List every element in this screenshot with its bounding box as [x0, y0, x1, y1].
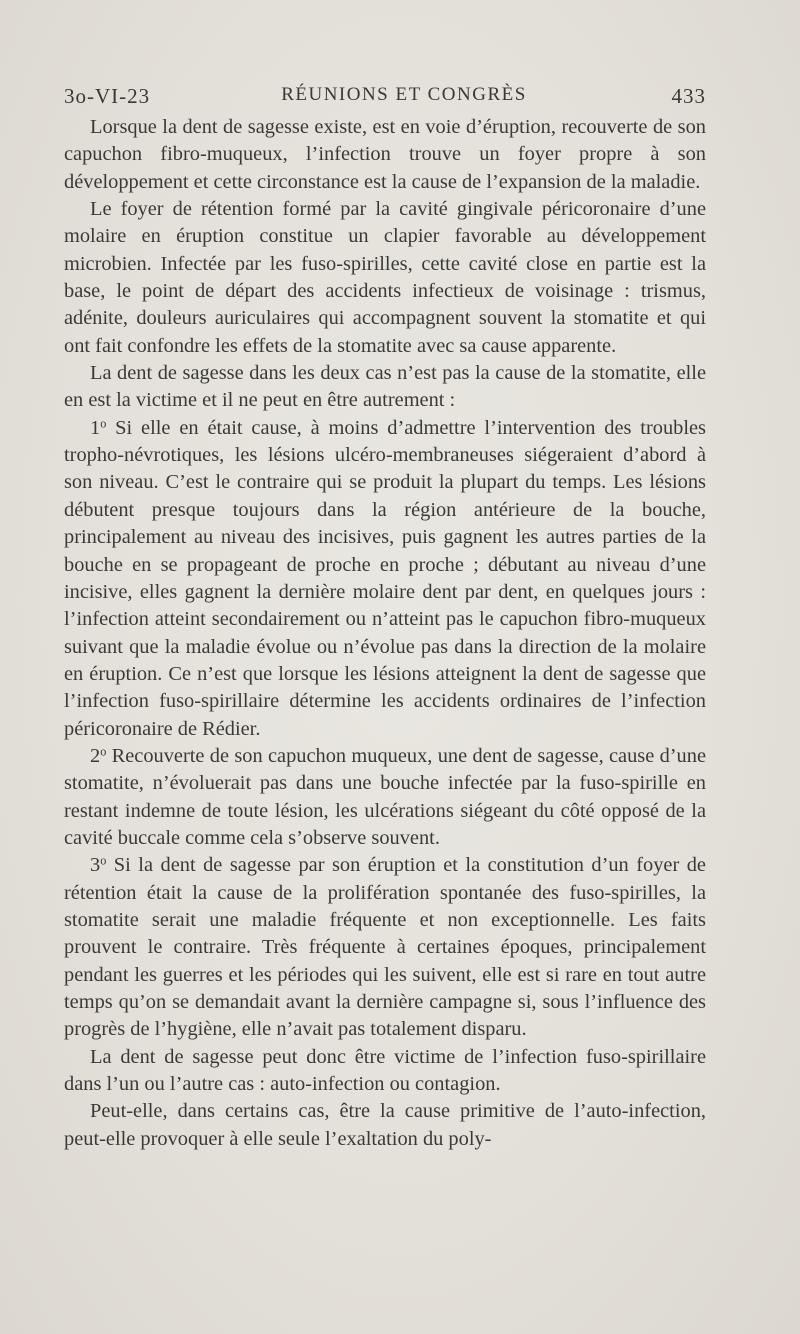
- numbered-paragraph-1: [64, 415, 706, 743]
- numbered-paragraph-2: [64, 743, 706, 852]
- item-number-suffix: o: [100, 853, 107, 868]
- paragraph-text: Si elle en était cause, à moins d’admettre l’intervention des troubles tropho-névrotiques, les lésions ulcéro-membraneuses siégeraient d’abord à son niveau. C’est le contraire qui se produit la plupart du temps. Les lésions débutent presque toujours dans la région antérieure de la bouche, principalement au niveau des incisives, puis gagnent les autres parties de la bouche en se propageant de proche en proche ; débutant au niveau d’une incisive, elles gagnent la dernière molaire dent par dent, en quelques jours : l’infection atteint secondairement ou n’atteint pas le capuchon fibro-muqueux suivant que la maladie évolue ou n’évolue pas dans la direction de la molaire en éruption. Ce n’est que lorsque les lésions atteignent la dent de sagesse que l’infection fuso-spirillaire détermine les accidents ordinaires de l’infection péricoronaire de Rédier.: [64, 416, 706, 740]
- item-number-suffix: o: [100, 744, 107, 759]
- running-header: [64, 84, 706, 114]
- paragraph: Peut-elle, dans certains cas, être la cause primitive de l’auto-infection, peut-elle provoquer à elle seule l’exaltation du poly-: [64, 1100, 706, 1150]
- page-number: 433: [671, 84, 706, 108]
- header-date: 3o-VI-23: [64, 84, 151, 108]
- item-number: 1: [90, 416, 101, 439]
- item-number: 2: [90, 744, 101, 767]
- numbered-paragraph-3: [64, 852, 706, 1043]
- paragraph: Lorsque la dent de sagesse existe, est en voie d’éruption, recouverte de son capuchon fibro-muqueux, l’infection trouve un foyer propre à son développement et cette circonstance est la cause de l’expansion de la maladie.: [64, 116, 706, 193]
- item-number-suffix: o: [100, 416, 107, 431]
- paragraph: La dent de sagesse dans les deux cas n’est pas la cause de la stomatite, elle en est la victime et il ne peut en être autrement :: [64, 362, 706, 412]
- paragraph: La dent de sagesse peut donc être victime de l’infection fuso-spirillaire dans l’un ou l’autre cas : auto-infection ou contagion.: [64, 1045, 706, 1096]
- paragraph-text: Si la dent de sagesse par son éruption et la constitution d’un foyer de rétention était la cause de la prolifération spontanée des fuso-spirilles, la stomatite serait une maladie fréquente et non exceptionnelle. Les faits prouvent le contraire. Très fréquente à certaines époques, principalement pendant les guerres et les périodes qui les suivent, elle est si rare en tout autre temps qu’on se demandait avant la dernière campagne si, sous l’influence des progrès de l’hygiène, elle n’avait pas totalement disparu.: [64, 854, 706, 1041]
- body-text: [64, 114, 706, 1153]
- paragraph-text: Recouverte de son capuchon muqueux, une dent de sagesse, cause d’une stomatite, n’évoluerait pas dans une bouche infectée par la fuso-spirille en restant indemne de toute lésion, les ulcérations siégeant du côté opposé de la cavité buccale comme cela s’observe souvent.: [64, 744, 706, 849]
- paragraph: Le foyer de rétention formé par la cavité gingivale péricoronaire d’une molaire en éruption constitue un clapier favorable au développement microbien. Infectée par les fuso-spirilles, cette cavité close en partie est la base, le point de départ des accidents infectieux de voisinage : trismus, adénite, douleurs auriculaires qui accompagnent souvent la stomatite et qui ont fait confondre les effets de la stomatite avec sa cause apparente.: [64, 198, 706, 357]
- header-title: RÉUNIONS ET CONGRÈS: [281, 84, 527, 105]
- item-number: 3: [90, 854, 101, 877]
